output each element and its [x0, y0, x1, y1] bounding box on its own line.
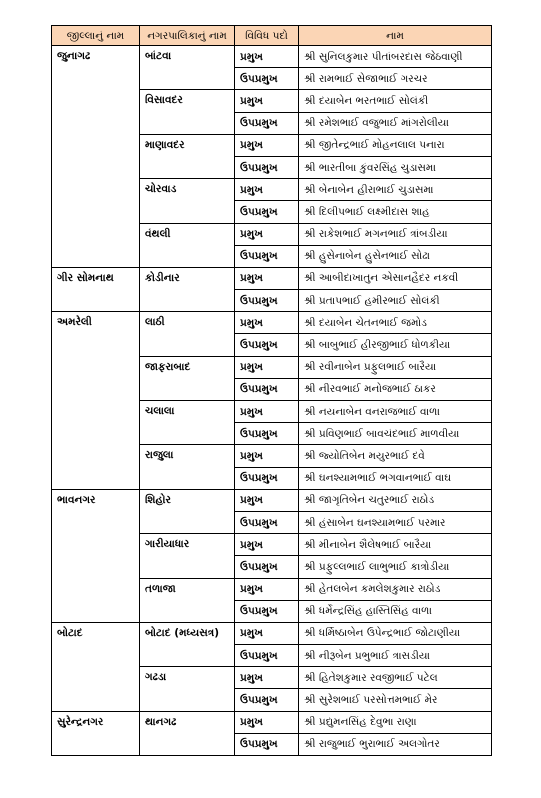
- municipality-cell: ગારીયાધાર: [140, 534, 235, 578]
- municipality-cell: વંથલી: [140, 223, 235, 267]
- municipality-cell: થાનગઢ: [140, 711, 235, 755]
- table-row: [52, 46, 492, 68]
- person-name-cell: શ્રી દયાબેન ચેતનભાઈ જમોડ: [299, 312, 492, 334]
- header-district: જીલ્લાનું નામ: [52, 26, 140, 46]
- post-cell: ઉપપ્રમુખ: [235, 290, 299, 312]
- post-cell: પ્રમુખ: [235, 578, 299, 600]
- person-name-cell: શ્રી ઘનશ્યામભાઈ ભગવાનભાઈ વાઘ: [299, 467, 492, 489]
- person-name-cell: શ્રી નયનાબેન વનરાજભાઈ વાળા: [299, 401, 492, 423]
- post-cell: પ્રમુખ: [235, 534, 299, 556]
- post-cell: ઉપપ્રમુખ: [235, 556, 299, 578]
- person-name-cell: શ્રી આબીદાખાતુન એસાનહૈદર નકવી: [299, 267, 492, 289]
- person-name-cell: શ્રી દિલીપભાઈ લક્ષ્મીદાસ શાહ: [299, 201, 492, 223]
- post-cell: પ્રમુખ: [235, 401, 299, 423]
- post-cell: ઉપપ્રમુખ: [235, 645, 299, 667]
- person-name-cell: શ્રી રમેશભાઈ વજુભાઈ માંગરોલીયા: [299, 112, 492, 134]
- post-cell: પ્રમુખ: [235, 489, 299, 511]
- municipality-cell: ચલાલા: [140, 401, 235, 445]
- person-name-cell: શ્રી પ્રવિણભાઈ બાવચંદભાઈ માળવીયા: [299, 423, 492, 445]
- post-cell: પ્રમુખ: [235, 267, 299, 289]
- post-cell: પ્રમુખ: [235, 667, 299, 689]
- person-name-cell: શ્રી સુરેશભાઈ પરસોત્તમભાઈ મેર: [299, 689, 492, 711]
- post-cell: ઉપપ્રમુખ: [235, 467, 299, 489]
- post-cell: પ્રમુખ: [235, 179, 299, 201]
- person-name-cell: શ્રી હંસાબેન ઘનશ્યામભાઈ પરમાર: [299, 511, 492, 533]
- district-cell: જુનાગઢ: [52, 46, 140, 268]
- post-cell: પ્રમુખ: [235, 622, 299, 644]
- person-name-cell: શ્રી ભારતીબા કુંવરસિંહ ચુડાસમા: [299, 156, 492, 178]
- municipality-cell: શિહોર: [140, 489, 235, 533]
- post-cell: ઉપપ્રમુખ: [235, 689, 299, 711]
- post-cell: ઉપપ્રમુખ: [235, 423, 299, 445]
- municipality-cell: ગઢડા: [140, 667, 235, 711]
- person-name-cell: શ્રી જ્યોતિબેન મયુરભાઈ દવે: [299, 445, 492, 467]
- person-name-cell: શ્રી હિતેશકુમાર રવજીભાઈ પટેલ: [299, 667, 492, 689]
- district-cell: બોટાદ: [52, 622, 140, 711]
- person-name-cell: શ્રી ધર્મિષ્ઠાબેન ઉપેન્દ્રભાઈ જોટાણીયા: [299, 622, 492, 644]
- post-cell: પ્રમુખ: [235, 445, 299, 467]
- municipality-cell: બાંટવા: [140, 46, 235, 90]
- header-name: નામ: [299, 26, 492, 46]
- person-name-cell: શ્રી બેનાબેન હીરાભાઈ ચુડાસમા: [299, 179, 492, 201]
- post-cell: ઉપપ્રમુખ: [235, 733, 299, 755]
- post-cell: ઉપપ્રમુખ: [235, 511, 299, 533]
- district-cell: સુરેન્દ્રનગર: [52, 711, 140, 755]
- person-name-cell: શ્રી ધર્મેન્દ્રસિંહ હાસ્તિસિંહ વાળા: [299, 600, 492, 622]
- municipality-cell: તળાજા: [140, 578, 235, 622]
- post-cell: ઉપપ્રમુખ: [235, 245, 299, 267]
- table-row: [52, 267, 492, 289]
- person-name-cell: શ્રી હુસેનાબેન હુસેનભાઈ સોઢા: [299, 245, 492, 267]
- district-cell: ગીર સોમનાથ: [52, 267, 140, 311]
- header-municipality: નગરપાલિકાનું નામ: [140, 26, 235, 46]
- municipality-cell: રાજુલા: [140, 445, 235, 489]
- post-cell: પ્રમુખ: [235, 134, 299, 156]
- municipality-cell: ચોરવાડ: [140, 179, 235, 223]
- person-name-cell: શ્રી રાજુભાઈ ભુરાભાઈ અલગોતર: [299, 733, 492, 755]
- person-name-cell: શ્રી દયાબેન ભરતભાઈ સોલંકી: [299, 90, 492, 112]
- post-cell: ઉપપ્રમુખ: [235, 334, 299, 356]
- post-cell: પ્રમુખ: [235, 711, 299, 733]
- person-name-cell: શ્રી રામભાઈ સેજાભાઈ ગરચર: [299, 68, 492, 90]
- district-cell: અમરેલી: [52, 312, 140, 490]
- person-name-cell: શ્રી નીરૂબેન પ્રભુભાઈ ત્રાસડીયા: [299, 645, 492, 667]
- post-cell: પ્રમુખ: [235, 223, 299, 245]
- header-row: [52, 26, 492, 46]
- person-name-cell: શ્રી પ્રફુલ્લભાઈ લાભુભાઈ કાત્રોડીયા: [299, 556, 492, 578]
- post-cell: પ્રમુખ: [235, 46, 299, 68]
- post-cell: ઉપપ્રમુખ: [235, 600, 299, 622]
- person-name-cell: શ્રી રાકેશભાઈ મગનભાઈ ત્રાંબડીયા: [299, 223, 492, 245]
- post-cell: ઉપપ્રમુખ: [235, 201, 299, 223]
- municipality-cell: વિસાવદર: [140, 90, 235, 134]
- person-name-cell: શ્રી મીનાબેન શૈલેષભાઈ બારૈયા: [299, 534, 492, 556]
- municipality-cell: માણાવદર: [140, 134, 235, 178]
- post-cell: ઉપપ્રમુખ: [235, 112, 299, 134]
- post-cell: પ્રમુખ: [235, 356, 299, 378]
- municipality-cell: કોડીનાર: [140, 267, 235, 311]
- post-cell: ઉપપ્રમુખ: [235, 378, 299, 400]
- municipality-cell: લાઠી: [140, 312, 235, 356]
- table-row: [52, 622, 492, 644]
- post-cell: ઉપપ્રમુખ: [235, 68, 299, 90]
- table-row: [52, 489, 492, 511]
- post-cell: ઉપપ્રમુખ: [235, 156, 299, 178]
- person-name-cell: શ્રી રવીનાબેન પ્રફુલભાઈ બારૈયા: [299, 356, 492, 378]
- municipality-cell: જાફરાબાદ: [140, 356, 235, 400]
- table-row: [52, 711, 492, 733]
- person-name-cell: શ્રી નીરવભાઈ મનોજભાઈ ઠાકર: [299, 378, 492, 400]
- person-name-cell: શ્રી જીતેન્દ્રભાઈ મોહનલાલ પનારા: [299, 134, 492, 156]
- municipality-cell: બોટાદ (મધ્યસત્ર): [140, 622, 235, 666]
- header-post: વિવિધ પદો: [235, 26, 299, 46]
- table-row: [52, 312, 492, 334]
- office-bearers-table: [51, 25, 492, 756]
- person-name-cell: શ્રી બાબુભાઈ હીરજીભાઈ ધોળકીયા: [299, 334, 492, 356]
- post-cell: પ્રમુખ: [235, 312, 299, 334]
- post-cell: પ્રમુખ: [235, 90, 299, 112]
- person-name-cell: શ્રી જાગૃતિબેન ચતુરભાઈ રાઠોડ: [299, 489, 492, 511]
- person-name-cell: શ્રી હેતલબેન કમલેશકુમાર રાઠોડ: [299, 578, 492, 600]
- person-name-cell: શ્રી પ્રતાપભાઈ હમીરભાઈ સોલંકી: [299, 290, 492, 312]
- person-name-cell: શ્રી પ્રદ્યુમનસિંહ દેવુભા રાણા: [299, 711, 492, 733]
- district-cell: ભાવનગર: [52, 489, 140, 622]
- person-name-cell: શ્રી સુનિલકુમાર પીતાંબરદાસ જેઠવાણી: [299, 46, 492, 68]
